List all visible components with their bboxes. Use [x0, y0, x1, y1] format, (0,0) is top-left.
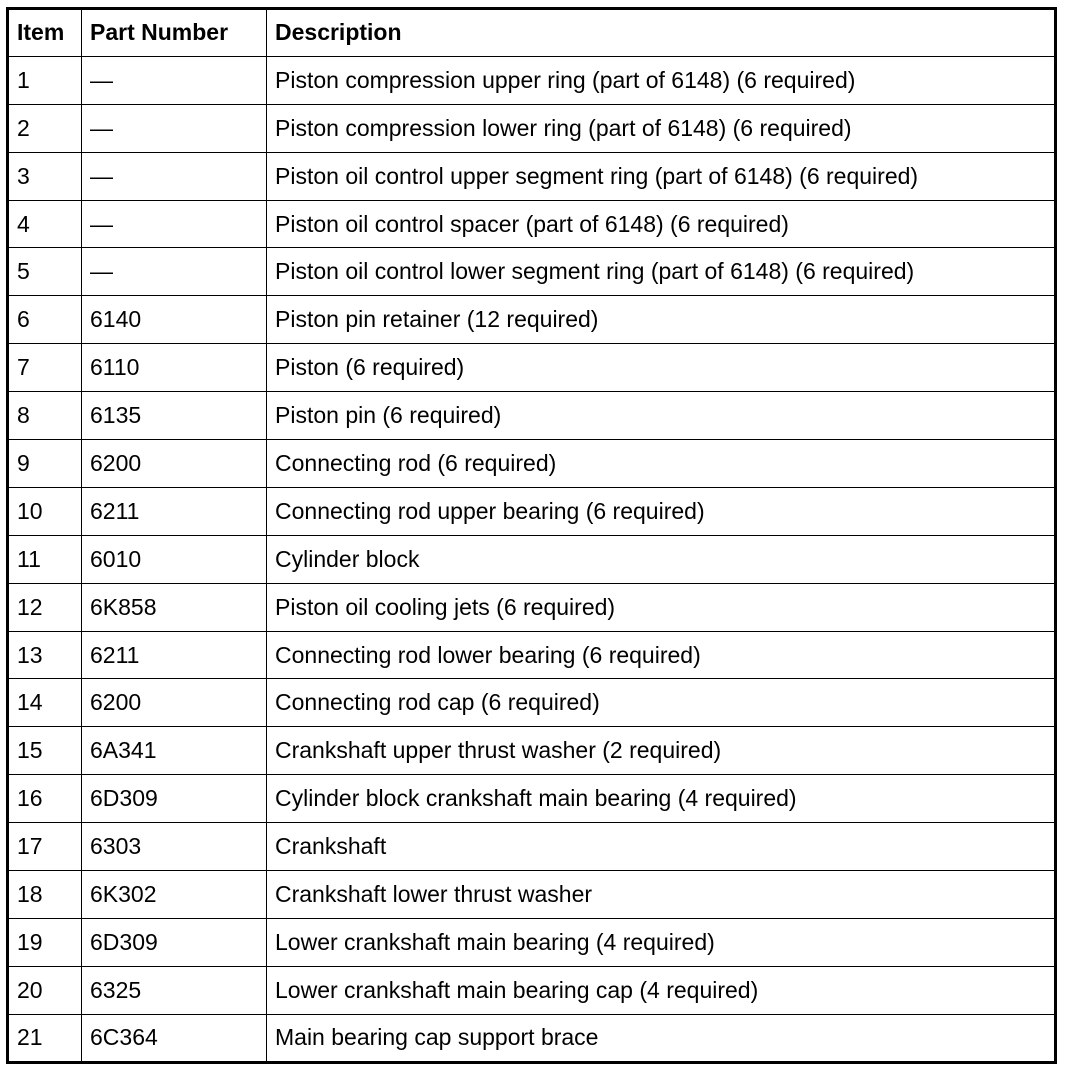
header-description: Description — [267, 9, 1056, 57]
table-row — [8, 440, 1056, 488]
table-body — [8, 56, 1056, 1062]
cell-description: Piston compression upper ring (part of 6148) (6 required) — [267, 56, 1056, 104]
cell-part-number: 6A341 — [82, 727, 267, 775]
cell-description: Lower crankshaft main bearing (4 required) — [267, 918, 1056, 966]
cell-item: 18 — [8, 871, 82, 919]
cell-description: Piston pin (6 required) — [267, 392, 1056, 440]
cell-description: Piston oil control upper segment ring (part of 6148) (6 required) — [267, 152, 1056, 200]
cell-item: 15 — [8, 727, 82, 775]
cell-part-number: — — [82, 104, 267, 152]
cell-part-number: — — [82, 248, 267, 296]
cell-item: 4 — [8, 200, 82, 248]
table-row — [8, 1014, 1056, 1062]
table-header — [8, 9, 1056, 57]
cell-item: 2 — [8, 104, 82, 152]
cell-part-number: 6325 — [82, 966, 267, 1014]
table-row — [8, 966, 1056, 1014]
cell-description: Lower crankshaft main bearing cap (4 required) — [267, 966, 1056, 1014]
cell-item: 1 — [8, 56, 82, 104]
cell-item: 3 — [8, 152, 82, 200]
parts-table — [6, 7, 1057, 1064]
cell-part-number: 6C364 — [82, 1014, 267, 1062]
table-row — [8, 296, 1056, 344]
table-row — [8, 392, 1056, 440]
table-row — [8, 248, 1056, 296]
table-row — [8, 104, 1056, 152]
header-row — [8, 9, 1056, 57]
cell-part-number: — — [82, 56, 267, 104]
cell-description: Cylinder block crankshaft main bearing (4 required) — [267, 775, 1056, 823]
cell-part-number: 6D309 — [82, 775, 267, 823]
table-row — [8, 918, 1056, 966]
cell-part-number: 6211 — [82, 487, 267, 535]
cell-item: 14 — [8, 679, 82, 727]
cell-description: Piston (6 required) — [267, 344, 1056, 392]
cell-description: Connecting rod cap (6 required) — [267, 679, 1056, 727]
cell-item: 9 — [8, 440, 82, 488]
cell-description: Connecting rod upper bearing (6 required) — [267, 487, 1056, 535]
table-row — [8, 823, 1056, 871]
cell-description: Crankshaft lower thrust washer — [267, 871, 1056, 919]
cell-description: Piston pin retainer (12 required) — [267, 296, 1056, 344]
cell-item: 5 — [8, 248, 82, 296]
table-row — [8, 487, 1056, 535]
cell-part-number: — — [82, 152, 267, 200]
table-row — [8, 152, 1056, 200]
table-row — [8, 535, 1056, 583]
cell-description: Crankshaft — [267, 823, 1056, 871]
cell-item: 10 — [8, 487, 82, 535]
cell-description: Piston oil cooling jets (6 required) — [267, 583, 1056, 631]
cell-item: 13 — [8, 631, 82, 679]
cell-description: Piston compression lower ring (part of 6148) (6 required) — [267, 104, 1056, 152]
cell-part-number: 6211 — [82, 631, 267, 679]
cell-part-number: 6200 — [82, 679, 267, 727]
cell-item: 11 — [8, 535, 82, 583]
cell-description: Cylinder block — [267, 535, 1056, 583]
table-row — [8, 56, 1056, 104]
cell-description: Piston oil control lower segment ring (part of 6148) (6 required) — [267, 248, 1056, 296]
header-item: Item — [8, 9, 82, 57]
cell-item: 8 — [8, 392, 82, 440]
cell-part-number: 6140 — [82, 296, 267, 344]
cell-item: 12 — [8, 583, 82, 631]
cell-part-number: 6K302 — [82, 871, 267, 919]
table-row — [8, 871, 1056, 919]
cell-item: 20 — [8, 966, 82, 1014]
cell-item: 7 — [8, 344, 82, 392]
table-row — [8, 679, 1056, 727]
cell-description: Connecting rod (6 required) — [267, 440, 1056, 488]
cell-description: Connecting rod lower bearing (6 required) — [267, 631, 1056, 679]
table-row — [8, 631, 1056, 679]
cell-item: 21 — [8, 1014, 82, 1062]
cell-item: 16 — [8, 775, 82, 823]
header-part-number: Part Number — [82, 9, 267, 57]
cell-item: 17 — [8, 823, 82, 871]
table-row — [8, 727, 1056, 775]
cell-part-number: 6010 — [82, 535, 267, 583]
cell-part-number: 6110 — [82, 344, 267, 392]
cell-part-number: 6303 — [82, 823, 267, 871]
cell-description: Piston oil control spacer (part of 6148) (6 required) — [267, 200, 1056, 248]
cell-part-number: 6200 — [82, 440, 267, 488]
cell-part-number: — — [82, 200, 267, 248]
cell-description: Main bearing cap support brace — [267, 1014, 1056, 1062]
cell-part-number: 6135 — [82, 392, 267, 440]
table-row — [8, 775, 1056, 823]
table-row — [8, 200, 1056, 248]
cell-item: 19 — [8, 918, 82, 966]
table-row — [8, 344, 1056, 392]
cell-part-number: 6K858 — [82, 583, 267, 631]
cell-part-number: 6D309 — [82, 918, 267, 966]
cell-item: 6 — [8, 296, 82, 344]
cell-description: Crankshaft upper thrust washer (2 required) — [267, 727, 1056, 775]
table-row — [8, 583, 1056, 631]
